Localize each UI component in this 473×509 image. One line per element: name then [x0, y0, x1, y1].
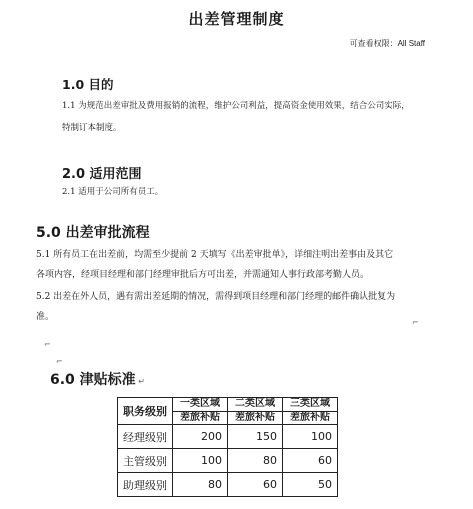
- value-cell: 50: [283, 473, 338, 497]
- value-cell: 100: [283, 425, 338, 449]
- subheader-travel-allowance: 差旅补贴: [228, 411, 283, 425]
- section-5-1-line1: 5.1 所有员工在出差前，均需至少提前 2 天填写《出差审批单》，详细注明出差事由及其它: [36, 250, 394, 260]
- section-5-1-line2: 各项内容，经项目经理和部门经理审批后方可出差，并需通知人事行政部考勤人员。: [36, 270, 370, 280]
- section-1-heading: 1.0 目的: [62, 77, 114, 92]
- grade-cell: 助理级别: [118, 473, 173, 497]
- grade-cell: 经理级别: [118, 425, 173, 449]
- subheader-travel-allowance: 差旅补贴: [283, 411, 338, 425]
- header-region-2: 二类区域: [228, 398, 283, 412]
- subheader-travel-allowance: 差旅补贴: [173, 411, 228, 425]
- document-title: 出差管理制度: [188, 10, 285, 28]
- paragraph-mark: ⌐: [56, 357, 63, 366]
- value-cell: 80: [173, 473, 228, 497]
- section-5-heading: 5.0 出差审批流程: [36, 225, 150, 241]
- section-2-text: 2.1 适用于公司所有员工。: [62, 187, 164, 197]
- paragraph-mark: ⌐: [44, 340, 51, 349]
- table-header-row: [118, 398, 338, 412]
- value-cell: 150: [228, 425, 283, 449]
- section-5-2-line1: 5.2 出差在外人员，遇有需出差延期的情况，需得到项目经理和部门经理的邮件确认批复为: [36, 292, 396, 302]
- header-grade: 职务级别: [118, 398, 173, 425]
- section-6-heading: 6.0 津贴标准 ↵: [50, 372, 145, 388]
- section-5-2-line2: 准。: [36, 312, 55, 322]
- grade-cell: 主管级别: [118, 449, 173, 473]
- section-1-text-line1: 1.1 为规范出差审批及费用报销的流程，维护公司利益，提高资金使用效果，结合公司实际，: [62, 101, 410, 111]
- access-note: 可查看权限：All Staff: [349, 39, 425, 48]
- table-row: [118, 473, 338, 497]
- table-row: [118, 449, 338, 473]
- section-1-text-line2: 特制订本制度。: [62, 123, 122, 133]
- value-cell: 200: [173, 425, 228, 449]
- allowance-table: [117, 397, 338, 497]
- value-cell: 60: [228, 473, 283, 497]
- section-2-heading: 2.0 适用范围: [62, 167, 142, 182]
- value-cell: 60: [283, 449, 338, 473]
- value-cell: 100: [173, 449, 228, 473]
- table-row: [118, 425, 338, 449]
- header-region-3: 三类区域: [283, 398, 338, 412]
- value-cell: 80: [228, 449, 283, 473]
- header-region-1: 一类区域: [173, 398, 228, 412]
- paragraph-mark: ⌐: [412, 318, 419, 327]
